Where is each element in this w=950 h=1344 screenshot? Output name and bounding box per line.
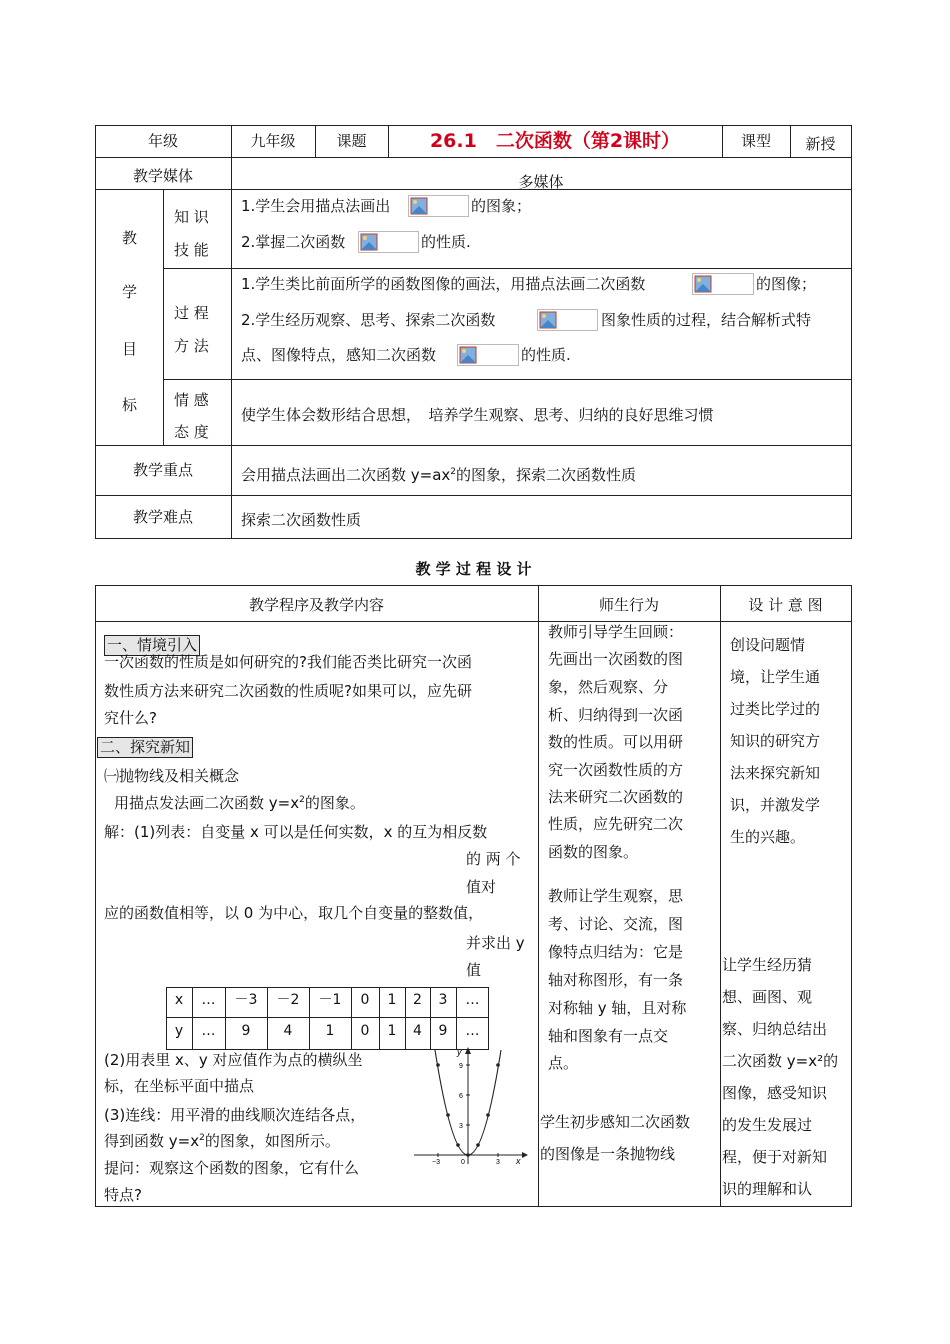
knowledge-line-1-end: 的图象； xyxy=(471,197,532,215)
teacher-line: 函数的图象。 xyxy=(548,843,639,861)
table-border xyxy=(95,1206,852,1207)
content-text: 用描点发法画二次函数 y=x xyxy=(114,794,300,812)
formula-image xyxy=(537,309,598,331)
superscript: 2 xyxy=(450,467,457,477)
x-row-cell: … xyxy=(201,992,216,1008)
knowledge-line-2: 2.掌握二次函数 xyxy=(241,233,346,251)
intent-line: 创设问题情 xyxy=(730,636,806,654)
content-text: 的图象。 xyxy=(304,794,365,812)
teacher-line: 先画出一次函数的图 xyxy=(548,650,684,668)
intent-line: 生的兴趣。 xyxy=(730,828,806,846)
x-row-cell: 0 xyxy=(360,992,370,1008)
emotion-label: 情 感 xyxy=(174,391,209,409)
knowledge-line-1: 1.学生会用描点法画出 xyxy=(241,197,391,215)
x-row-cell: －1 xyxy=(318,992,342,1008)
intent-line: 法来探究新知 xyxy=(730,764,821,782)
content-line: 数性质方法来研究二次函数的性质呢?如果可以，应先研 xyxy=(104,682,472,700)
process-label: 过 程 xyxy=(174,304,209,322)
table-border xyxy=(95,538,852,539)
x-row-cell: x xyxy=(174,992,184,1008)
y-row-cell: 4 xyxy=(413,1023,422,1039)
x-row-cell: … xyxy=(465,992,480,1008)
table-border xyxy=(95,585,96,1207)
image-placeholder-icon xyxy=(459,346,477,364)
y-tick-label: 3 xyxy=(459,1123,463,1130)
intent-line: 二次函数 y=x²的 xyxy=(722,1052,839,1070)
intent-line: 程，便于对新知 xyxy=(722,1148,828,1166)
x-row-cell: 2 xyxy=(413,992,422,1008)
y-row-cell: … xyxy=(201,1023,216,1039)
image-placeholder-icon xyxy=(410,197,428,215)
content-line: (3)连线：用平滑的曲线顺次连结各点， xyxy=(104,1106,366,1124)
content-line xyxy=(104,1134,340,1149)
x-row-cell: 1 xyxy=(387,992,397,1008)
objectives-label-char: 目 xyxy=(122,340,138,358)
teacher-line: 对称轴 y 轴，且对称 xyxy=(548,999,687,1017)
intent-line: 识，并激发学 xyxy=(730,796,821,814)
type-value: 新授 xyxy=(805,135,836,153)
intent-line: 图像，感受知识 xyxy=(722,1084,828,1102)
teacher-line: 学生初步感知二次函数 xyxy=(540,1113,691,1131)
x-tick-label: 3 xyxy=(496,1159,500,1166)
y-row-cell: 9 xyxy=(438,1023,448,1039)
section-heading: 一、情境引入 xyxy=(104,635,200,656)
formula-image xyxy=(358,231,419,253)
key-point-text xyxy=(241,468,636,483)
x-row-cell: 3 xyxy=(438,992,448,1008)
col-header: 教学程序及教学内容 xyxy=(248,596,384,614)
y-tick-label: 9 xyxy=(459,1063,463,1070)
difficulty-text: 探索二次函数性质 xyxy=(241,511,362,529)
table-border xyxy=(95,495,852,496)
image-placeholder-icon xyxy=(694,275,712,293)
x-row-cell: －3 xyxy=(234,992,258,1008)
y-row-cell: y xyxy=(174,1023,184,1039)
table-border xyxy=(95,445,852,446)
content-line: (2)用表里 x、y 对应值作为点的横纵坐 xyxy=(104,1051,363,1069)
content-line: 应的函数值相等，以 0 为中心，取几个自变量的整数值， xyxy=(104,904,484,922)
formula-image xyxy=(408,195,469,217)
x-axis-arrow xyxy=(522,1152,528,1158)
y-row-cell: … xyxy=(465,1023,480,1039)
content-line: 值对 xyxy=(466,878,497,896)
process-line-1-end: 的图像； xyxy=(756,275,817,293)
table-border xyxy=(166,1017,489,1018)
media-value: 多媒体 xyxy=(518,173,564,191)
y-axis-label: y xyxy=(457,1047,462,1057)
knowledge-label: 知 识 xyxy=(174,208,209,226)
process-label: 方 法 xyxy=(174,337,209,355)
grade-value: 九年级 xyxy=(250,132,296,150)
table-border xyxy=(95,125,852,126)
y-axis-arrow xyxy=(465,1047,471,1054)
teacher-line: 轴对称图形，有一条 xyxy=(548,971,684,989)
teacher-line: 究一次函数性质的方 xyxy=(548,761,684,779)
topic-label: 课题 xyxy=(336,132,367,150)
objectives-label-char: 教 xyxy=(122,229,138,247)
teacher-line: 析、归纳得到一次函 xyxy=(548,706,684,724)
objectives-label-char: 学 xyxy=(122,283,138,301)
intent-line: 的发生发展过 xyxy=(722,1116,813,1134)
superscript: 2 xyxy=(199,1133,205,1143)
process-line-1: 1.学生类比前面所学的函数图像的画法，用描点法画二次函数 xyxy=(241,275,646,293)
table-border xyxy=(720,585,721,1207)
superscript: 2 xyxy=(299,795,305,805)
x-row-cell: －2 xyxy=(276,992,300,1008)
y-row-cell: 1 xyxy=(387,1023,397,1039)
x-axis-label: x xyxy=(516,1156,521,1166)
y-row-cell: 4 xyxy=(283,1023,293,1039)
emotion-text: 使学生体会数形结合思想， 培养学生观察、思考、归纳的良好思维习惯 xyxy=(241,406,714,424)
image-placeholder-icon xyxy=(360,233,378,251)
teacher-line: 数的性质。可以用研 xyxy=(548,733,684,751)
process-line-2-end: 图象性质的过程，结合解析式特 xyxy=(601,311,812,329)
process-line-2: 2.学生经历观察、思考、探索二次函数 xyxy=(241,311,496,329)
subheading: ㈠抛物线及相关概念 xyxy=(104,767,240,785)
table-border xyxy=(163,189,164,446)
content-line: 究什么? xyxy=(104,709,157,727)
process-line-3: 点、图像特点，感知二次函数 xyxy=(241,346,437,364)
section-heading: 二、探究新知 xyxy=(97,737,193,758)
table-border xyxy=(851,125,852,539)
knowledge-label: 技 能 xyxy=(174,241,209,259)
key-point-text-main: 会用描点法画出二次函数 y=ax xyxy=(241,466,451,484)
teacher-line: 教师引导学生回顾： xyxy=(548,623,684,641)
content-line: 一次函数的性质是如何研究的?我们能否类比研究一次函 xyxy=(104,653,472,671)
content-line: 标，在坐标平面中描点 xyxy=(104,1077,255,1095)
col-header: 师生行为 xyxy=(598,596,659,614)
teacher-line: 点。 xyxy=(548,1054,579,1072)
content-line: 的 两 个 xyxy=(466,850,521,868)
table-border xyxy=(851,585,852,1207)
process-line-3-end: 的性质. xyxy=(521,346,571,364)
intent-line: 察、归纳总结出 xyxy=(722,1020,828,1038)
intent-line: 境，让学生通 xyxy=(730,668,821,686)
formula-image xyxy=(457,344,519,366)
table-border xyxy=(95,585,852,586)
content-line xyxy=(114,796,365,811)
content-line: 提问：观察这个函数的图象，它有什么 xyxy=(104,1159,360,1177)
type-label: 课型 xyxy=(740,132,771,150)
formula-image xyxy=(692,273,754,295)
image-placeholder-icon xyxy=(539,311,557,329)
teacher-line: 象，然后观察、分 xyxy=(548,678,669,696)
y-row-cell: 1 xyxy=(325,1023,335,1039)
table-border xyxy=(95,621,852,622)
content-line: 并求出 y xyxy=(466,934,525,952)
teacher-line: 教师让学生观察，思 xyxy=(548,887,684,905)
teacher-line: 的图像是一条抛物线 xyxy=(540,1145,676,1163)
col-header: 设 计 意 图 xyxy=(748,596,823,614)
key-point-text-end: 的图象，探索二次函数性质 xyxy=(456,466,637,484)
y-row-cell: 9 xyxy=(241,1023,251,1039)
process-title: 教 学 过 程 设 计 xyxy=(415,560,532,578)
origin-label: 0 xyxy=(461,1159,465,1166)
y-row-cell: 0 xyxy=(360,1023,370,1039)
intent-line: 想、画图、观 xyxy=(722,988,813,1006)
intent-line: 过类比学过的 xyxy=(730,700,821,718)
parabola-graph xyxy=(410,1046,530,1168)
content-text: 得到函数 y=x xyxy=(104,1132,200,1150)
content-line: 值 xyxy=(466,961,482,979)
teacher-line: 轴和图象有一点交 xyxy=(548,1027,669,1045)
intent-line: 识的理解和认 xyxy=(722,1180,813,1198)
media-label: 教学媒体 xyxy=(132,167,193,185)
content-line: 特点? xyxy=(104,1186,142,1204)
table-border xyxy=(163,379,852,380)
x-tick-label: −3 xyxy=(432,1159,440,1166)
difficulty-label: 教学难点 xyxy=(132,508,193,526)
grade-label: 年级 xyxy=(147,132,178,150)
teacher-line: 考、讨论、交流，图 xyxy=(548,915,684,933)
y-tick-label: 6 xyxy=(459,1093,463,1100)
table-border xyxy=(538,585,539,1207)
teacher-line: 性质，应先研究二次 xyxy=(548,815,684,833)
knowledge-line-2-end: 的性质. xyxy=(421,233,471,251)
objectives-label-char: 标 xyxy=(122,396,138,414)
emotion-label: 态 度 xyxy=(174,423,209,441)
intent-line: 让学生经历猜 xyxy=(722,956,813,974)
intent-line: 知识的研究方 xyxy=(730,732,821,750)
topic-value: 26.1 二次函数（第2课时） xyxy=(429,130,681,152)
teacher-line: 法来研究二次函数的 xyxy=(548,788,684,806)
table-border xyxy=(95,157,852,158)
table-border xyxy=(163,268,852,269)
key-point-label: 教学重点 xyxy=(132,461,193,479)
content-line: 解：(1)列表：自变量 x 可以是任何实数，x 的互为相反数 xyxy=(104,823,488,841)
teacher-line: 像特点归结为：它是 xyxy=(548,943,684,961)
content-text: 的图象，如图所示。 xyxy=(204,1132,340,1150)
